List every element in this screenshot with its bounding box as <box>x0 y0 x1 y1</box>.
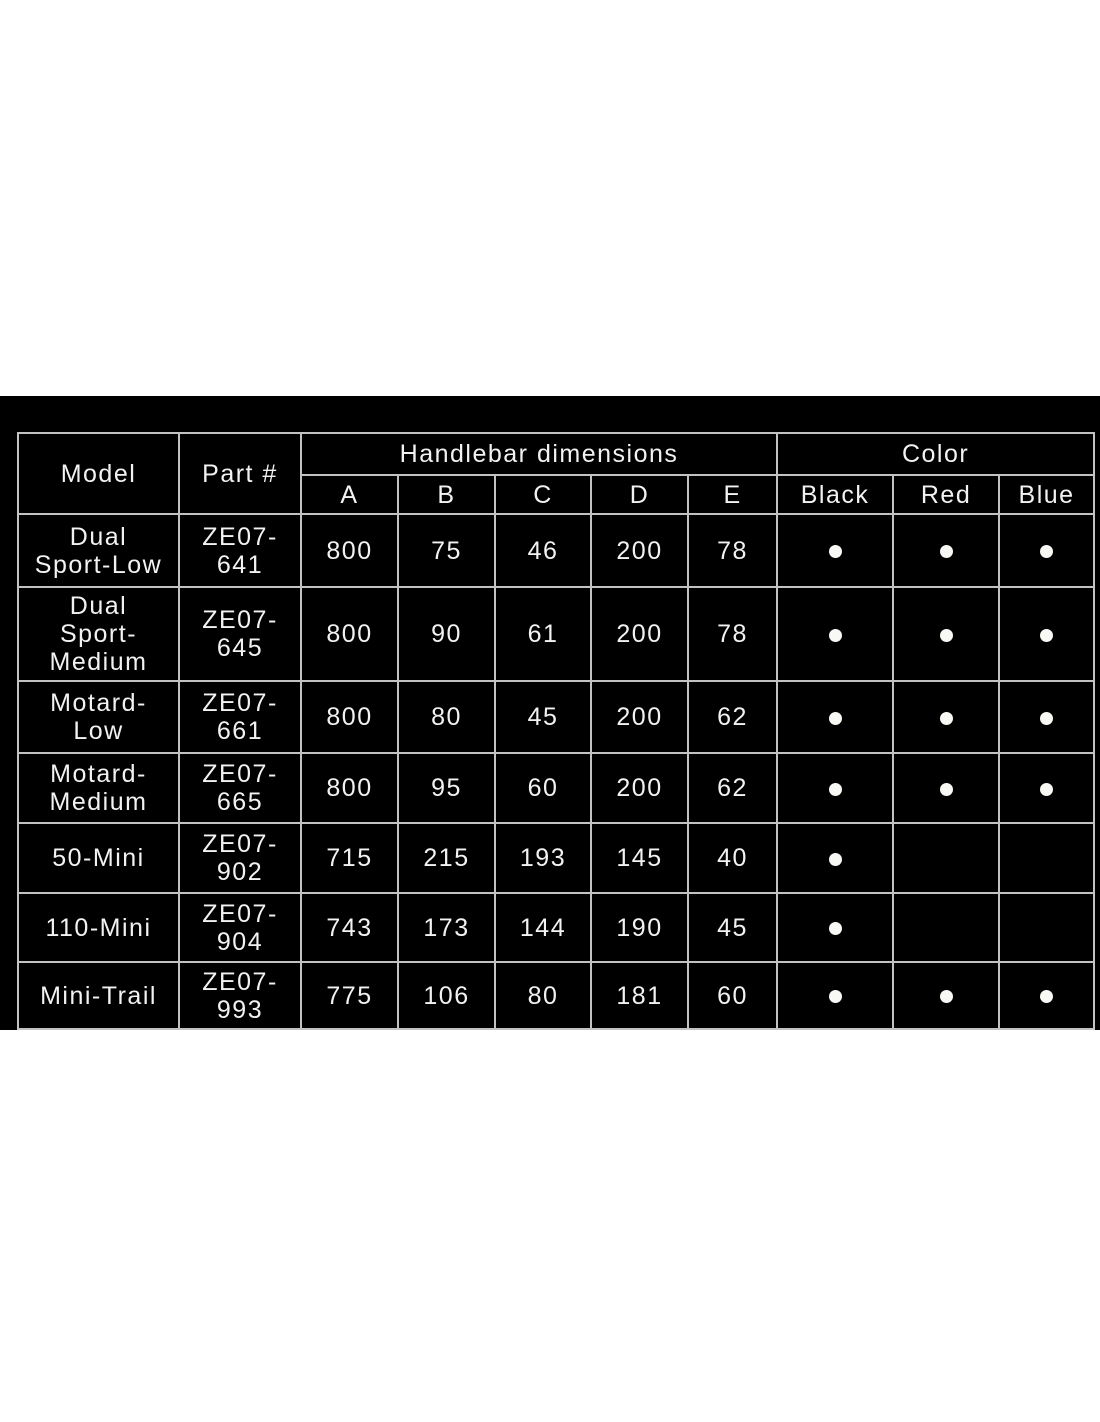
part-number-cell <box>179 587 301 681</box>
model-line: Motard- <box>50 760 147 788</box>
color-availability-cell <box>777 681 893 753</box>
dimension-cell: 62 <box>688 753 777 823</box>
table-row <box>18 962 1094 1029</box>
part-number-cell <box>179 753 301 823</box>
table-row <box>18 681 1094 753</box>
color-availability-cell <box>893 681 999 753</box>
availability-dot-icon <box>1040 783 1053 796</box>
color-availability-cell <box>777 753 893 823</box>
table-row <box>18 753 1094 823</box>
spec-table <box>17 432 1095 1030</box>
part-number-cell <box>179 681 301 753</box>
availability-dot-icon <box>940 990 953 1003</box>
model-line: Mini-Trail <box>40 981 157 1010</box>
part-number-cell <box>179 514 301 587</box>
color-availability-cell <box>999 587 1094 681</box>
dimension-cell: 80 <box>398 681 495 753</box>
availability-dot-icon <box>829 853 842 866</box>
model-line: Sport-Low <box>34 550 163 579</box>
part-number-line: ZE07- <box>202 606 278 634</box>
dimension-cell: 800 <box>301 681 398 753</box>
availability-dot-icon <box>829 712 842 725</box>
table-row <box>18 823 1094 893</box>
model-line: Low <box>73 717 124 745</box>
color-availability-cell <box>893 962 999 1029</box>
availability-dot-icon <box>829 990 842 1003</box>
dimension-cell: 215 <box>398 823 495 893</box>
dimension-cell: 190 <box>591 893 688 962</box>
availability-dot-icon <box>829 783 842 796</box>
dimension-cell: 200 <box>591 681 688 753</box>
dimension-cell: 743 <box>301 893 398 962</box>
dimension-cell: 173 <box>398 893 495 962</box>
col-header-c: C <box>495 475 591 514</box>
part-number-line: ZE07- <box>202 760 278 788</box>
model-cell <box>18 587 179 681</box>
model-cell <box>18 823 179 893</box>
availability-dot-icon <box>940 629 953 642</box>
dimension-cell: 144 <box>495 893 591 962</box>
part-number-line: 904 <box>216 927 264 956</box>
col-header-d: D <box>591 475 688 514</box>
group-header-handlebar-dimensions: Handlebar dimensions <box>301 433 777 475</box>
col-header-red: Red <box>893 475 999 514</box>
model-line: Sport- <box>59 620 138 648</box>
color-availability-cell <box>999 514 1094 587</box>
model-cell <box>18 753 179 823</box>
dimension-cell: 193 <box>495 823 591 893</box>
part-number-line: 645 <box>216 634 264 662</box>
availability-dot-icon <box>940 712 953 725</box>
col-header-b: B <box>398 475 495 514</box>
dimension-cell: 60 <box>688 962 777 1029</box>
dimension-cell: 106 <box>398 962 495 1029</box>
model-line: 50-Mini <box>52 844 145 872</box>
dimension-cell: 181 <box>591 962 688 1029</box>
availability-dot-icon <box>829 922 842 935</box>
color-availability-cell <box>777 893 893 962</box>
dimension-cell: 90 <box>398 587 495 681</box>
part-number-line: ZE07- <box>202 522 278 551</box>
availability-dot-icon <box>940 783 953 796</box>
dimension-cell: 61 <box>495 587 591 681</box>
color-availability-cell <box>777 514 893 587</box>
table-row <box>18 587 1094 681</box>
availability-dot-icon <box>1040 545 1053 558</box>
col-header-model: Model <box>18 433 179 514</box>
color-availability-cell <box>893 514 999 587</box>
model-cell <box>18 681 179 753</box>
availability-dot-icon <box>940 545 953 558</box>
availability-dot-icon <box>1040 712 1053 725</box>
color-availability-cell <box>999 962 1094 1029</box>
spec-table-body <box>18 514 1094 1029</box>
dimension-cell: 145 <box>591 823 688 893</box>
dimension-cell: 78 <box>688 514 777 587</box>
dimension-cell: 200 <box>591 753 688 823</box>
color-availability-cell <box>777 587 893 681</box>
part-number-line: 665 <box>216 788 264 816</box>
part-number-line: 993 <box>216 995 264 1024</box>
model-line: Medium <box>49 788 148 816</box>
availability-dot-icon <box>1040 629 1053 642</box>
dimension-cell: 78 <box>688 587 777 681</box>
model-cell <box>18 514 179 587</box>
availability-dot-icon <box>829 629 842 642</box>
color-availability-cell <box>777 823 893 893</box>
group-header-color: Color <box>777 433 1094 475</box>
part-number-line: ZE07- <box>202 830 278 858</box>
color-availability-cell <box>999 681 1094 753</box>
dimension-cell: 200 <box>591 514 688 587</box>
dimension-cell: 200 <box>591 587 688 681</box>
model-line: Dual <box>69 522 128 551</box>
dimension-cell: 62 <box>688 681 777 753</box>
model-cell <box>18 962 179 1029</box>
color-availability-cell <box>893 823 999 893</box>
model-line: Medium <box>49 648 148 676</box>
part-number-cell <box>179 893 301 962</box>
dimension-cell: 40 <box>688 823 777 893</box>
color-availability-cell <box>999 823 1094 893</box>
col-header-black: Black <box>777 475 893 514</box>
table-row <box>18 514 1094 587</box>
dimension-cell: 80 <box>495 962 591 1029</box>
color-availability-cell <box>777 962 893 1029</box>
dimension-cell: 775 <box>301 962 398 1029</box>
color-availability-cell <box>999 753 1094 823</box>
color-availability-cell <box>893 893 999 962</box>
color-availability-cell <box>999 893 1094 962</box>
dimension-cell: 75 <box>398 514 495 587</box>
col-header-a: A <box>301 475 398 514</box>
col-header-blue: Blue <box>999 475 1094 514</box>
part-number-line: 902 <box>216 858 264 886</box>
part-number-line: ZE07- <box>202 689 278 717</box>
dimension-cell: 45 <box>495 681 591 753</box>
color-availability-cell <box>893 587 999 681</box>
model-line: Dual <box>69 592 128 620</box>
dimension-cell: 46 <box>495 514 591 587</box>
dimension-cell: 95 <box>398 753 495 823</box>
dimension-cell: 800 <box>301 514 398 587</box>
part-number-line: ZE07- <box>202 967 278 996</box>
dimension-cell: 800 <box>301 753 398 823</box>
part-number-line: 641 <box>216 550 264 579</box>
black-band <box>0 396 1100 1030</box>
part-number-line: 661 <box>216 717 264 745</box>
dimension-cell: 60 <box>495 753 591 823</box>
part-number-cell <box>179 962 301 1029</box>
table-row <box>18 893 1094 962</box>
part-number-cell <box>179 823 301 893</box>
dimension-cell: 45 <box>688 893 777 962</box>
color-availability-cell <box>893 753 999 823</box>
part-number-line: ZE07- <box>202 899 278 928</box>
col-header-part: Part # <box>179 433 301 514</box>
dimension-cell: 800 <box>301 587 398 681</box>
dimension-cell: 715 <box>301 823 398 893</box>
availability-dot-icon <box>829 545 842 558</box>
model-line: Motard- <box>50 689 147 717</box>
model-cell <box>18 893 179 962</box>
col-header-e: E <box>688 475 777 514</box>
model-line: 110-Mini <box>45 913 152 942</box>
availability-dot-icon <box>1040 990 1053 1003</box>
